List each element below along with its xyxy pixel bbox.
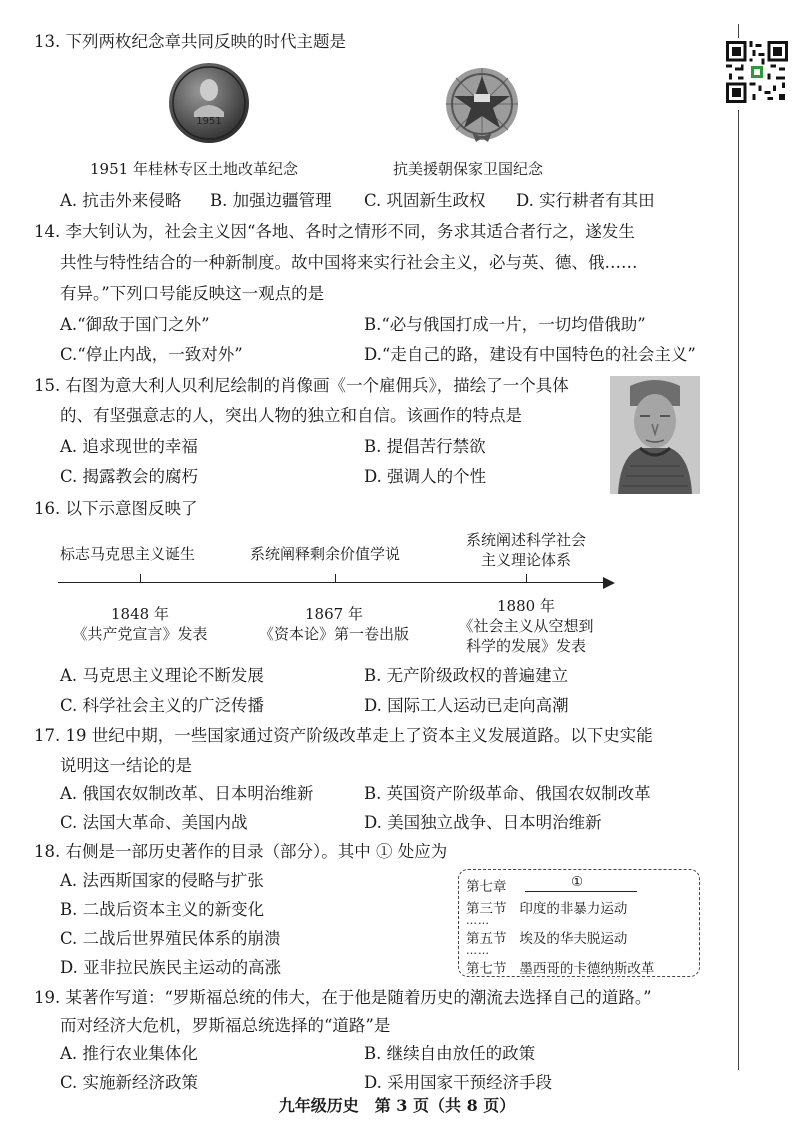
timeline-year-1880: 1880 年 [497, 597, 555, 615]
q14-option-c[interactable]: C.“停止内战，一致对外” [60, 345, 243, 364]
q19-option-d[interactable]: D. 采用国家干预经济手段 [364, 1073, 553, 1092]
toc-section-number: 第五节 [466, 931, 507, 947]
qr-code[interactable] [726, 41, 788, 103]
q15-option-b[interactable]: B. 提倡苦行禁欲 [364, 437, 486, 456]
q13-option-d[interactable]: D. 实行耕者有其田 [516, 191, 655, 210]
toc-section-title: 埃及的华夫脱运动 [519, 931, 628, 947]
timeline-event-3-title-line-1: 《社会主义从空想到 [458, 617, 594, 635]
q17-line-1: 17. 19 世纪中期，一些国家通过资产阶级改革走上了资本主义发展道路。以下史实能 [34, 726, 653, 745]
q18-option-c[interactable]: C. 二战后世界殖民体系的崩溃 [60, 929, 281, 948]
q13-option-a[interactable]: A. 抗击外来侵略 [60, 191, 182, 210]
toc-chapter-blank-marker: ① [571, 874, 584, 890]
condottiero-portrait-image [610, 376, 700, 494]
timeline-event-3 [446, 596, 606, 656]
q19-option-b[interactable]: B. 继续自由放任的政策 [364, 1044, 536, 1063]
q14-option-b[interactable]: B.“必与俄国打成一片，一切均借俄助” [364, 315, 646, 334]
margin-tick [738, 24, 739, 38]
timeline-year-1848: 1848 年 [111, 605, 169, 623]
q14-line-3: 有异。”下列口号能反映这一观点的是 [60, 284, 325, 303]
timeline-event-3-description [455, 530, 597, 570]
toc-chapter-label: 第七章 [466, 879, 507, 895]
timeline-axis [58, 582, 606, 583]
q16-stem: 16. 以下示意图反映了 [34, 499, 198, 518]
q15-option-c[interactable]: C. 揭露教会的腐朽 [60, 467, 199, 486]
toc-section-title: 墨西哥的卡德纳斯改革 [519, 961, 655, 977]
page-footer: 九年级历史 第 3 页（共 8 页） [278, 1096, 516, 1115]
q16-option-b[interactable]: B. 无产阶级政权的普遍建立 [364, 666, 569, 685]
q18-option-b[interactable]: B. 二战后资本主义的新变化 [60, 900, 265, 919]
q17-option-c[interactable]: C. 法国大革命、美国内战 [60, 813, 248, 832]
medal-caption-right: 抗美援朝保家卫国纪念 [393, 160, 544, 178]
toc-row-section-3 [466, 897, 627, 917]
resist-aggression-medal-image [442, 62, 522, 144]
q19-line-1: 19. 某著作写道：“罗斯福总统的伟大，在于他是随着历史的潮流去选择自己的道路。” [34, 988, 652, 1007]
land-reform-medal-image [168, 62, 250, 144]
q14-option-a[interactable]: A.“御敌于国门之外” [60, 315, 210, 334]
timeline-year-1867: 1867 年 [305, 605, 363, 623]
q18-option-d[interactable]: D. 亚非拉民族民主运动的高涨 [60, 958, 282, 977]
timeline-event-2-title: 《资本论》第一卷出版 [258, 625, 409, 643]
q19-option-a[interactable]: A. 推行农业集体化 [60, 1044, 198, 1063]
toc-row-section-7 [466, 957, 654, 977]
q19-option-c[interactable]: C. 实施新经济政策 [60, 1073, 199, 1092]
q17-option-a[interactable]: A. 俄国农奴制改革、日本明治维新 [60, 784, 314, 803]
timeline-event-2 [244, 604, 424, 644]
timeline-event-3-title-line-2: 科学的发展》发表 [465, 637, 586, 655]
medal-caption-left: 1951 年桂林专区土地改革纪念 [90, 160, 298, 178]
q13-option-c[interactable]: C. 巩固新生政权 [364, 191, 486, 210]
toc-row-section-5 [466, 927, 627, 947]
toc-section-title: 印度的非暴力运动 [519, 901, 628, 917]
toc-section-number: 第七节 [466, 961, 507, 977]
timeline-event-1 [60, 604, 220, 644]
q13-option-b[interactable]: B. 加强边疆管理 [210, 191, 332, 210]
table-of-contents-box [458, 869, 700, 977]
timeline-tick-1867 [335, 574, 336, 582]
q15-line-2: 的、有坚强意志的人，突出人物的独立和自信。该画作的特点是 [60, 406, 522, 425]
margin-rule [738, 110, 739, 1070]
timeline-event-1-title: 《共产党宣言》发表 [72, 625, 208, 643]
q14-option-d[interactable]: D.“走自己的路，建设有中国特色的社会主义” [364, 345, 696, 364]
q18-option-a[interactable]: A. 法西斯国家的侵略与扩张 [60, 871, 264, 890]
toc-ellipsis: …… [466, 944, 490, 957]
q16-option-c[interactable]: C. 科学社会主义的广泛传播 [60, 696, 265, 715]
toc-section-number: 第三节 [466, 901, 507, 917]
timeline-event-3-description-line-1: 系统阐述科学社会 [465, 531, 586, 549]
q14-line-1: 14. 李大钊认为，社会主义因“各地、各时之情形不同，务求其适合者行之，遂发生 [34, 222, 635, 241]
q15-option-a[interactable]: A. 追求现世的幸福 [60, 437, 198, 456]
timeline-event-2-description: 系统阐释剩余价值学说 [250, 545, 401, 563]
q16-option-d[interactable]: D. 国际工人运动已走向高潮 [364, 696, 569, 715]
q17-line-2: 说明这一结论的是 [60, 756, 192, 775]
toc-ellipsis: …… [466, 914, 490, 927]
q15-option-d[interactable]: D. 强调人的个性 [364, 467, 487, 486]
timeline-event-3-description-line-2: 主义理论体系 [480, 551, 571, 569]
q18-stem: 18. 右侧是一部历史著作的目录（部分）。其中 ① 处应为 [34, 842, 448, 861]
q14-line-2: 共性与特性结合的一种新制度。故中国将来实行社会主义，必与英、德、俄…… [60, 253, 638, 272]
q19-line-2: 而对经济大危机，罗斯福总统选择的“道路”是 [60, 1016, 391, 1035]
q15-line-1: 15. 右图为意大利人贝利尼绘制的肖像画《一个雇佣兵》，描绘了一个具体 [34, 376, 569, 395]
medal-year-text: 1951 [196, 116, 222, 127]
q13-stem: 13. 下列两枚纪念章共同反映的时代主题是 [34, 32, 346, 51]
timeline-event-1-description: 标志马克思主义诞生 [60, 545, 196, 563]
q17-option-d[interactable]: D. 美国独立战争、日本明治维新 [364, 813, 602, 832]
q17-option-b[interactable]: B. 英国资产阶级革命、俄国农奴制改革 [364, 784, 651, 803]
timeline-tick-1880 [526, 574, 527, 582]
timeline-arrow-icon [603, 577, 615, 589]
timeline-tick-1848 [140, 574, 141, 582]
q16-option-a[interactable]: A. 马克思主义理论不断发展 [60, 666, 264, 685]
toc-chapter-blank-line [525, 891, 637, 892]
